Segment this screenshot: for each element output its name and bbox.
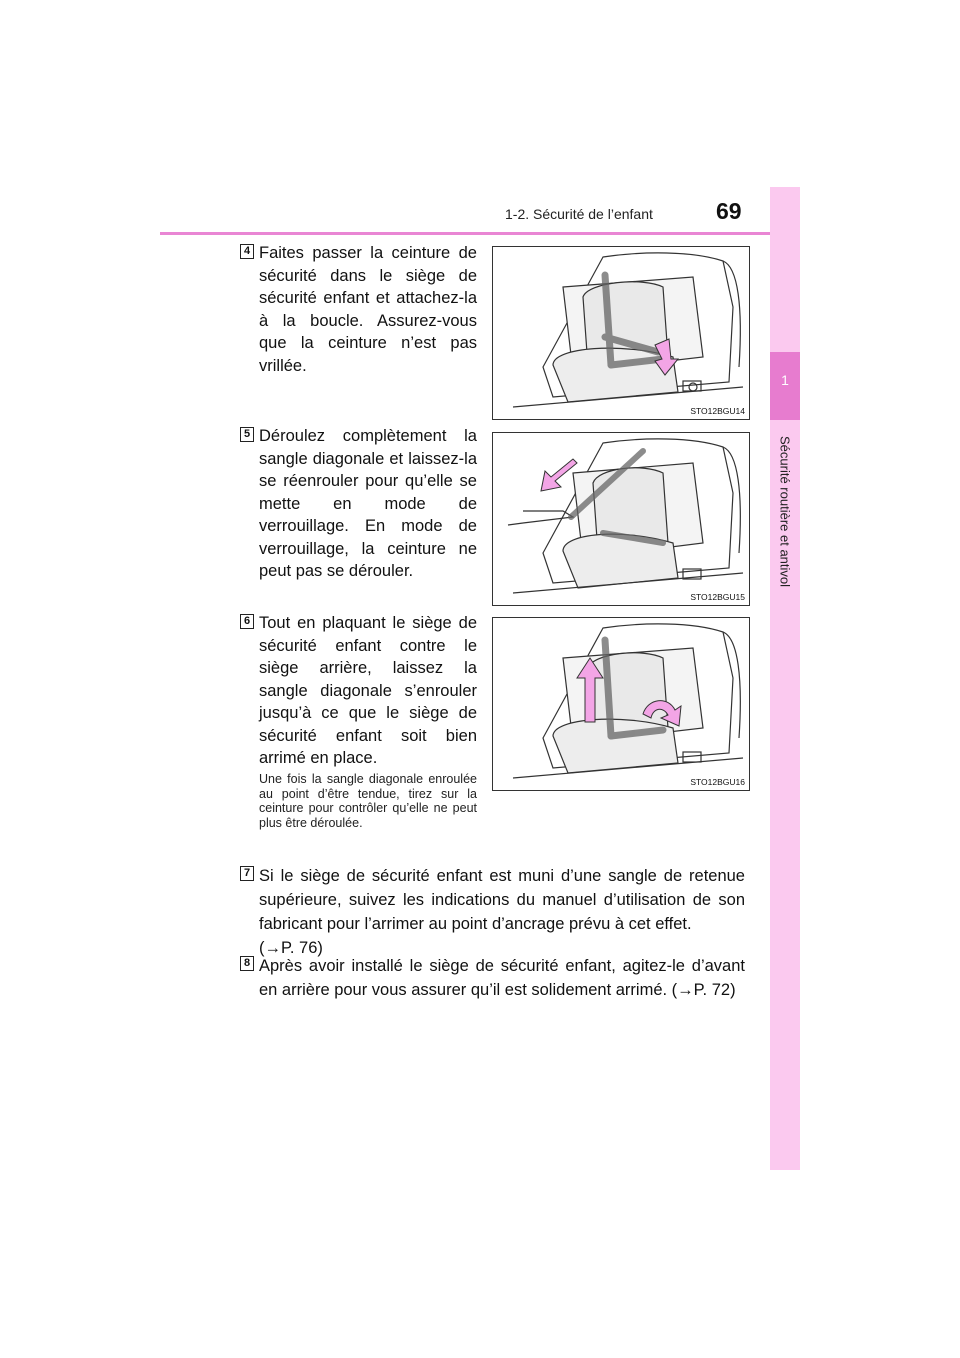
page-reference-link[interactable]: (→P. 76) <box>259 939 323 957</box>
belt-unroll-illustration <box>493 433 750 606</box>
step-5-badge: 5 <box>240 427 254 442</box>
child-seat-illustration <box>493 247 750 420</box>
step-8-badge: 8 <box>240 956 254 971</box>
step-6-figure <box>492 617 750 791</box>
step-4-text: Faites passer la ceinture de sécurité dans le siège de sécurité enfant et attachez-la à la boucle. Assurez-vous que la ceinture n’est pas vrillée. <box>259 244 477 375</box>
step-7-text <box>259 864 745 960</box>
step-5-text: Déroulez complètement la sangle diagonale et laissez-la se réenrouler pour qu’elle se mette en mode de verrouillage. En mode de verrouillage, la ceinture ne peut pas se dérouler. <box>259 427 477 580</box>
pull-arrow-icon <box>541 459 577 491</box>
step-6-badge: 6 <box>240 614 254 629</box>
seat-press-illustration <box>493 618 750 791</box>
chapter-title: Sécurité routière et antivol <box>777 436 793 588</box>
step-7-body: Si le siège de sécurité enfant est muni d’une sangle de retenue supérieure, suivez les indications du manuel d’utilisation de son fabricant pour l’arrimer au point d’ancrage prévu à cet effet. <box>259 867 745 933</box>
chapter-number: 1 <box>781 372 789 388</box>
step-6-text: Tout en plaquant le siège de sécurité enfant contre le siège arrière, laissez la sangle diagonale s’enrouler jusqu’à ce que le siège de sécurité enfant soit bien arrimé en place. <box>259 614 477 767</box>
step-4-figure <box>492 246 750 420</box>
step-5-figure <box>492 432 750 606</box>
header-divider <box>160 232 800 235</box>
step-8-text: Après avoir installé le siège de sécurité enfant, agitez-le d’avant en arrière pour vous assurer qu’il est solidement arrimé. (→P. 72) <box>259 957 745 999</box>
figure-code: STO12BGU15 <box>690 592 745 602</box>
figure-code: STO12BGU16 <box>690 777 745 787</box>
section-header: 1-2. Sécurité de l’enfant <box>505 206 653 222</box>
chapter-tab <box>770 187 800 1170</box>
page-number: 69 <box>716 198 742 224</box>
step-4-badge: 4 <box>240 244 254 259</box>
step-7-badge: 7 <box>240 866 254 881</box>
step-6-note: Une fois la sangle diagonale enroulée au point d’être tendue, tirez sur la ceinture pour contrôler qu’elle ne peut plus être déroulée. <box>259 772 477 830</box>
figure-code: STO12BGU14 <box>690 406 745 416</box>
